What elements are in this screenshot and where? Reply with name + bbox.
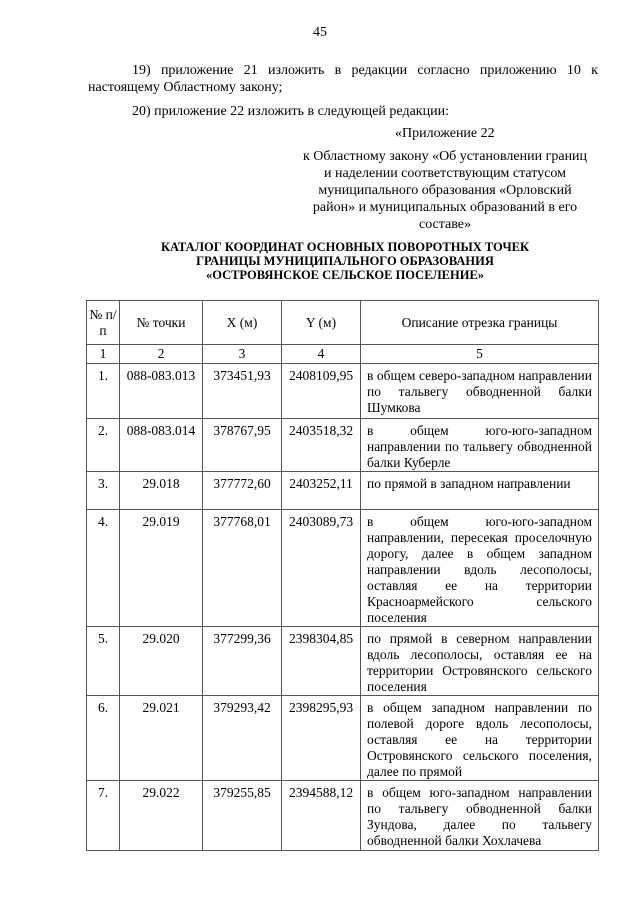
table-row	[87, 364, 599, 419]
row-num: 3.	[87, 472, 120, 510]
row-x: 377772,60	[203, 472, 282, 510]
row-x: 373451,93	[203, 364, 282, 419]
table-row	[87, 419, 599, 472]
row-y: 2408109,95	[282, 364, 361, 419]
header-num: № п/п	[87, 301, 120, 345]
row-x: 377768,01	[203, 510, 282, 627]
row-point: 088-083.014	[120, 419, 203, 472]
row-num: 6.	[87, 696, 120, 781]
row-desc: в общем западном направлении по полевой дороге вдоль лесополосы, оставляя ее на территории Островянского сельского поселения, далее по прямой	[361, 696, 599, 781]
row-num: 7.	[87, 781, 120, 851]
col-number: 5	[361, 345, 599, 364]
row-num: 4.	[87, 510, 120, 627]
header-point: № точки	[120, 301, 203, 345]
header-y: Y (м)	[282, 301, 361, 345]
row-y: 2398304,85	[282, 627, 361, 696]
coordinates-table	[86, 300, 599, 851]
table-header-row	[87, 301, 599, 345]
paragraph-19: 19) приложение 21 изложить в редакции согласно приложению 10 к настоящему Областному закону;	[88, 63, 598, 95]
col-number: 2	[120, 345, 203, 364]
catalog-title	[100, 240, 590, 282]
row-desc: по прямой в северном направлении вдоль лесополосы, оставляя ее на территории Островянского сельского поселения	[361, 627, 599, 696]
table-row	[87, 627, 599, 696]
row-y: 2394588,12	[282, 781, 361, 851]
row-point: 29.020	[120, 627, 203, 696]
row-x: 379255,85	[203, 781, 282, 851]
row-point: 088-083.013	[120, 364, 203, 419]
appendix-title: «Приложение 22	[395, 126, 495, 141]
row-x: 378767,95	[203, 419, 282, 472]
row-num: 1.	[87, 364, 120, 419]
column-number-row	[87, 345, 599, 364]
appendix-body: к Областному закону «Об установлении границ и наделении соответствующим статусом муниципального образования «Орловский район» и муниципальных образований в его составе»	[302, 149, 588, 232]
row-y: 2398295,93	[282, 696, 361, 781]
row-desc: в общем юго-юго-западном направлении, пересекая проселочную дорогу, далее в общем западном направлении вдоль лесополосы, оставляя ее на территории Красноармейского сельского поселения	[361, 510, 599, 627]
row-point: 29.019	[120, 510, 203, 627]
row-y: 2403089,73	[282, 510, 361, 627]
table-row	[87, 472, 599, 510]
row-num: 5.	[87, 627, 120, 696]
row-x: 379293,42	[203, 696, 282, 781]
row-point: 29.021	[120, 696, 203, 781]
header-desc: Описание отрезка границы	[361, 301, 599, 345]
table-row	[87, 696, 599, 781]
paragraph-20: 20) приложение 22 изложить в следующей редакции:	[132, 104, 449, 119]
row-num: 2.	[87, 419, 120, 472]
page-number: 45	[313, 25, 327, 40]
col-number: 4	[282, 345, 361, 364]
row-desc: по прямой в западном направлении	[361, 472, 599, 510]
catalog-title-line-3: «ОСТРОВЯНСКОЕ СЕЛЬСКОЕ ПОСЕЛЕНИЕ»	[205, 268, 485, 282]
table-row	[87, 510, 599, 627]
row-x: 377299,36	[203, 627, 282, 696]
col-number: 1	[87, 345, 120, 364]
row-desc: в общем северо-западном направлении по тальвегу обводненной балки Шумкова	[361, 364, 599, 419]
row-y: 2403252,11	[282, 472, 361, 510]
row-y: 2403518,32	[282, 419, 361, 472]
catalog-title-line-1: КАТАЛОГ КООРДИНАТ ОСНОВНЫХ ПОВОРОТНЫХ ТОЧЕК	[160, 240, 530, 254]
row-point: 29.022	[120, 781, 203, 851]
header-x: X (м)	[203, 301, 282, 345]
row-desc: в общем юго-юго-западном направлении по тальвегу обводненной балки Куберле	[361, 419, 599, 472]
row-point: 29.018	[120, 472, 203, 510]
catalog-title-line-2: ГРАНИЦЫ МУНИЦИПАЛЬНОГО ОБРАЗОВАНИЯ	[196, 254, 494, 268]
table-row	[87, 781, 599, 851]
col-number: 3	[203, 345, 282, 364]
row-desc: в общем юго-западном направлении по тальвегу обводненной балки Зундова, далее по тальвегу обводненной балки Хохлачева	[361, 781, 599, 851]
